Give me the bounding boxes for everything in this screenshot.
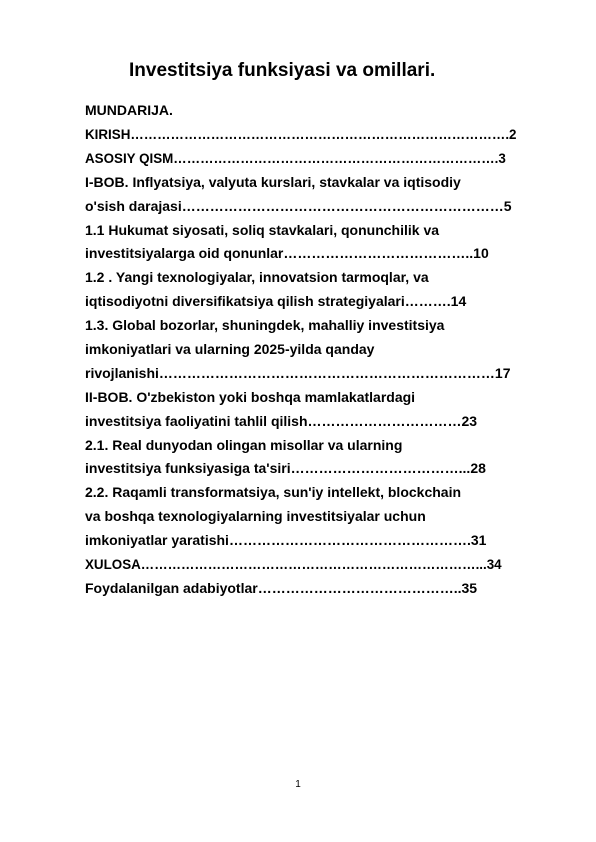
toc-line-section-2-2: 2.2. Raqamli transformatsiya, sun'iy intellekt, blockchain — [85, 484, 462, 501]
toc-line-section-1-1-cont: investitsiyalarga oid qonunlar…………………………………..10 — [85, 245, 489, 262]
toc-line-section-2-2-cont2: imkoniyatlar yaratishi…………………………………………….31 — [85, 532, 487, 549]
document-title: Investitsiya funksiyasi va omillari. — [129, 60, 436, 81]
toc-line-bob-1-cont: o'sish darajasi……………………………………………………………5 — [85, 197, 512, 214]
toc-line-section-1-2-cont: iqtisodiyotni diversifikatsiya qilish strategiyalari……….14 — [85, 293, 467, 310]
toc-line-xulosa: XULOSA…………………………………………………………………...34 — [85, 557, 502, 573]
toc-heading: MUNDARIJA. — [85, 102, 173, 118]
toc-line-asosiy-qism: ASOSIY QISM……………………………………………………………….3 — [85, 150, 506, 166]
toc-line-kirish: KIRISH………………………………………………………………………….2 — [85, 127, 517, 142]
toc-line-bob-2-cont: investitsiya faoliyatini tahlil qilish……………………………23 — [85, 412, 478, 429]
toc-line-section-2-1: 2.1. Real dunyodan olingan misollar va ularning — [85, 436, 403, 453]
toc-line-section-2-2-cont: va boshqa texnologiyalarning investitsiyalar uchun — [85, 508, 426, 525]
toc-line-section-1-1: 1.1 Hukumat siyosati, soliq stavkalari, qonunchilik va — [85, 221, 440, 238]
toc-line-adabiyotlar: Foydalanilgan adabiyotlar……………………………………..35 — [85, 579, 478, 596]
page-number: 1 — [295, 779, 301, 790]
toc-line-bob-2: II-BOB. O'zbekiston yoki boshqa mamlakatlardagi — [85, 388, 416, 405]
toc-line-section-1-3: 1.3. Global bozorlar, shuningdek, mahalliy investitsiya — [85, 317, 445, 334]
table-of-contents — [85, 97, 555, 601]
toc-line-section-1-2: 1.2 . Yangi texnologiyalar, innovatsion tarmoqlar, va — [85, 269, 429, 286]
toc-line-section-1-3-cont: imkoniyatlari va ularning 2025-yilda qanday — [85, 341, 375, 358]
toc-line-bob-1: I-BOB. Inflyatsiya, valyuta kurslari, stavkalar va iqtisodiy — [85, 173, 461, 190]
toc-line-section-1-3-cont2: rivojlanishi………………………………………………………………17 — [85, 364, 511, 381]
toc-line-section-2-1-cont: investitsiya funksiyasiga ta'siri………………………………...28 — [85, 460, 486, 477]
